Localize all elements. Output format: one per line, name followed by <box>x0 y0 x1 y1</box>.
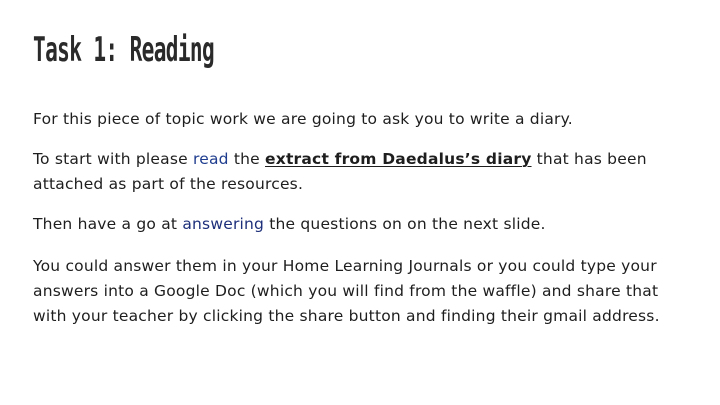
paragraph-read-instruction <box>33 147 693 197</box>
p3-pre-text: Then have a go at <box>33 215 183 233</box>
p2-pre-text: To start with please <box>33 150 194 168</box>
paragraph-intro: For this piece of topic work we are going to ask you to write a diary. <box>33 110 573 128</box>
keyword-read: read <box>193 150 229 168</box>
p2-mid-text: the <box>228 150 266 168</box>
paragraph-submission-instruction: You could answer them in your Home Learning Journals or you could type your answers into a Google Doc (which you will find from the waffle) and share that with your teacher by clicking the share button and finding their gmail address. <box>33 257 660 325</box>
p2-post-text: that has been attached as part of the resources. <box>33 150 647 193</box>
slide-title: Task 1: Reading <box>33 30 215 70</box>
extract-link-text: extract from Daedalus’s diary <box>265 150 532 168</box>
keyword-answering: answering <box>182 215 265 233</box>
paragraph-answer-instruction <box>33 212 693 237</box>
p3-post-text: the questions on on the next slide. <box>264 215 546 233</box>
